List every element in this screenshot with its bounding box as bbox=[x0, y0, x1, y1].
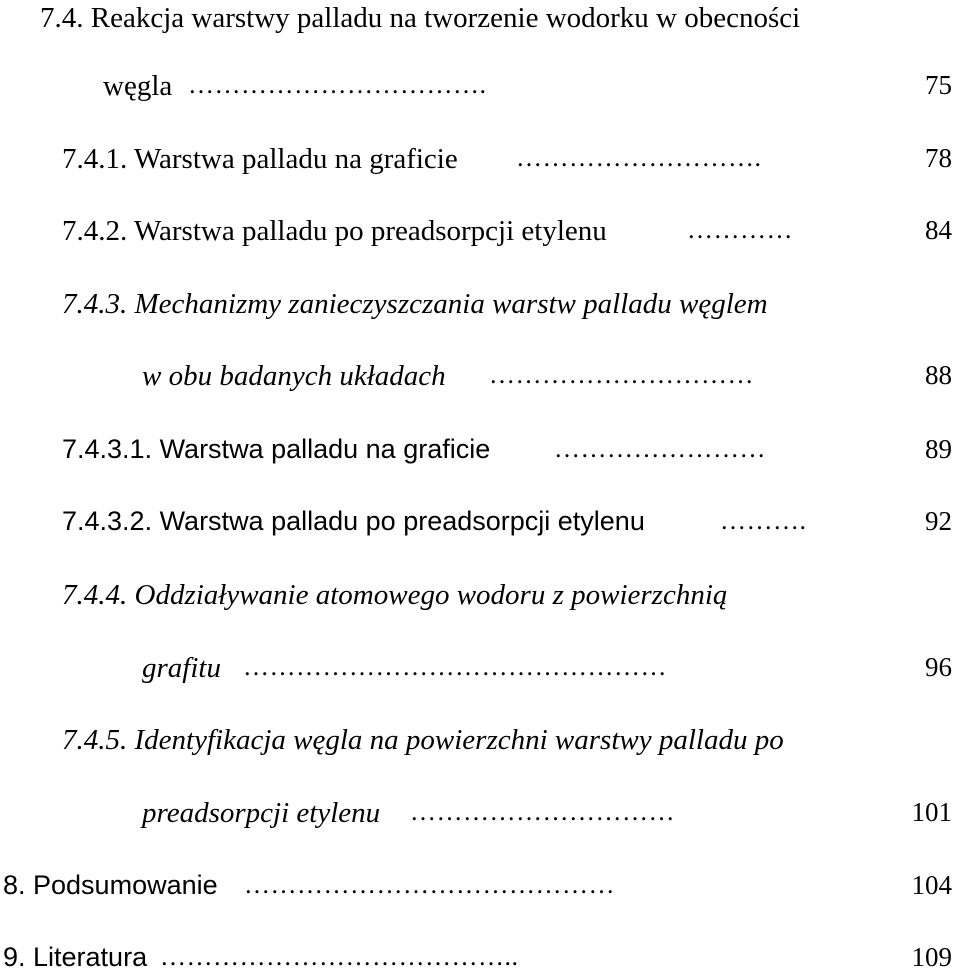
toc-leader-dots: ………… bbox=[687, 217, 793, 243]
toc-entry-7-4-1: 7.4.1. Warstwa palladu na graficie bbox=[62, 143, 458, 175]
toc-leader-dots: ………………………… bbox=[410, 799, 675, 825]
toc-page-number: 96 bbox=[925, 652, 952, 682]
toc-leader-dots: ……………………………. bbox=[188, 72, 487, 98]
toc-page-number: 88 bbox=[925, 360, 952, 390]
toc-leader-dots: ………………………… bbox=[489, 362, 754, 388]
toc-entry-7-4-4-title-line2: grafitu bbox=[142, 652, 221, 684]
toc-entry-7-4-2: 7.4.2. Warstwa palladu po preadsorpcji etylenu bbox=[62, 215, 607, 247]
toc-leader-dots: ………………………. bbox=[516, 145, 762, 171]
toc-leader-dots: …………………………………… bbox=[244, 872, 615, 898]
toc-entry-7-4-title-line2: węgla bbox=[103, 70, 173, 102]
toc-entry-7-4-3-title-line2: w obu badanych układach bbox=[142, 360, 446, 392]
toc-page-number: 75 bbox=[925, 70, 952, 100]
toc-entry-7-4-title-line1: 7.4. Reakcja warstwy palladu na tworzenie wodorku w obecności bbox=[40, 2, 801, 34]
toc-page-number: 92 bbox=[925, 506, 952, 536]
toc-page-number: 109 bbox=[911, 942, 952, 972]
toc-entry-7-4-4-title-line1: 7.4.4. Oddziaływanie atomowego wodoru z powierzchnią bbox=[62, 579, 728, 611]
toc-leader-dots: ………………………………………… bbox=[243, 654, 667, 680]
toc-entry-7-4-5-title-line2: preadsorpcji etylenu bbox=[142, 797, 381, 829]
toc-page-number: 104 bbox=[911, 870, 952, 900]
toc-entry-7-4-3-title-line1: 7.4.3. Mechanizmy zanieczyszczania warstw palladu węglem bbox=[62, 288, 768, 320]
toc-leader-dots: ………. bbox=[720, 508, 807, 534]
toc-entry-7-4-3-2: 7.4.3.2. Warstwa palladu po preadsorpcji etylenu bbox=[62, 506, 645, 536]
toc-leader-dots: ………………………………….. bbox=[160, 944, 519, 970]
toc-entry-7-4-5-title-line1: 7.4.5. Identyfikacja węgla na powierzchni warstwy palladu po bbox=[62, 724, 784, 756]
toc-entry-9: 9. Literatura bbox=[3, 942, 148, 972]
toc-page-number: 78 bbox=[925, 143, 952, 173]
toc-leader-dots: …………………… bbox=[554, 436, 766, 462]
toc-entry-7-4-3-1: 7.4.3.1. Warstwa palladu na graficie bbox=[62, 434, 491, 464]
toc-page-number: 89 bbox=[925, 434, 952, 464]
toc-page-number: 84 bbox=[925, 215, 952, 245]
toc-entry-8: 8. Podsumowanie bbox=[3, 870, 218, 900]
toc-page-number: 101 bbox=[911, 797, 952, 827]
